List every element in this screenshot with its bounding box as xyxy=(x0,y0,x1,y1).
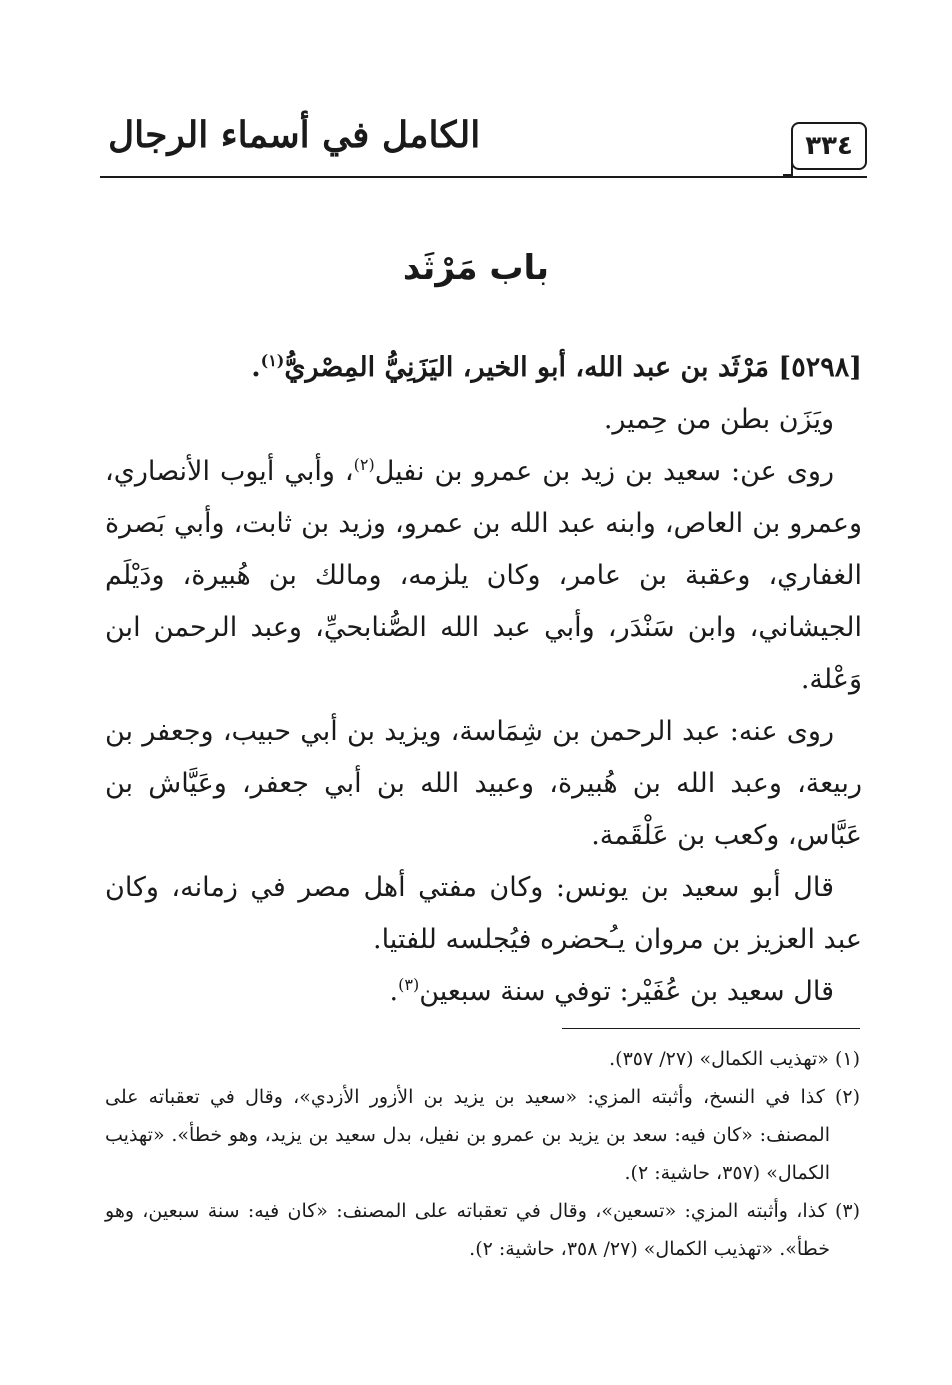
footnote-rule xyxy=(562,1028,860,1029)
narrated-from-start: روى عن: سعيد بن زيد بن عمرو بن نفيل xyxy=(374,456,834,487)
page-header xyxy=(100,100,867,180)
running-title: الكامل في أسماء الرجال xyxy=(108,114,481,156)
footnote-3: (٣) كذا، وأثبته المزي: «تسعين»، وقال في تعقباته على المصنف: «كان فيه: سنة سبعين، وهو خطأ». «تهذيب الكمال» (٢٧/ ٣٥٨، حاشية: ٢). xyxy=(105,1200,860,1260)
footnote-1: (١) «تهذيب الكمال» (٢٧/ ٣٥٧). xyxy=(609,1048,860,1070)
ibn-ufayr-text: قال سعيد بن عُفَيْر: توفي سنة سبعين xyxy=(419,976,834,1007)
page-number: ٣٣٤ xyxy=(791,122,867,170)
header-rule xyxy=(100,176,867,178)
chapter-title: باب مَرْثَد xyxy=(402,248,550,288)
paragraph-ibn-yunus: قال أبو سعيد بن يونس: وكان مفتي أهل مصر في زمانه، وكان عبد العزيز بن مروان يـُحضره فيُجلسه للفتيا. xyxy=(105,872,862,955)
footnote-ref-1: (١) xyxy=(260,351,285,370)
footnote-ref-3: (٣) xyxy=(398,975,420,994)
entry-heading: [٥٢٩٨] مَرْثَد بن عبد الله، أبو الخير، اليَزَنِيُّ المِصْريُّ$^{(١)}$. xyxy=(251,351,862,383)
paragraph-narrated-by: روى عنه: عبد الرحمن بن شِمَاسة، ويزيد بن أبي حبيب، وجعفر بن ربيعة، وعبد الله بن هُبيرة، وعبيد الله بن أبي جعفر، وعَيَّاش بن عَبَّاس، وكعب بن عَلْقَمة. xyxy=(105,716,862,851)
paragraph-ibn-ufayr: قال سعيد بن عُفَيْر: توفي سنة سبعين$^{(٣)}$. xyxy=(389,975,834,1007)
footnotes xyxy=(105,1040,860,1268)
footnote-2: (٢) كذا في النسخ، وأثبته المزي: «سعيد بن يزيد بن الأزور الأزدي»، وقال في تعقباته على المصنف: «كان فيه: سعد بن يزيد بن عمرو بن نفيل، بدل سعيد بن يزيد، وهو خطأ». «تهذيب الكمال» (٣٥٧، حاشية: ٢). xyxy=(105,1086,860,1184)
entry-heading-text: [٥٢٩٨] مَرْثَد بن عبد الله، أبو الخير، اليَزَنِيُّ المِصْريُّ xyxy=(284,352,862,383)
footnote-ref-2: (٢) xyxy=(353,455,375,474)
narrated-from-rest: ، وأبي أيوب الأنصاري، وعمرو بن العاص، وابنه عبد الله بن عمرو، وزيد بن ثابت، وأبي بَصرة الغفاري، وعقبة بن عامر، وكان يلزمه، ومالك بن هُبيرة، ودَيْلَم الجيشاني، وابن سَنْدَر، وأبي عبد الله الصُّنابحيِّ، وعبد الرحمن ابن وَعْلة. xyxy=(105,456,862,695)
paragraph-narrated-from xyxy=(105,446,862,706)
main-text xyxy=(105,342,862,1018)
paragraph-yazan: ويَزَن بطن من حِمير. xyxy=(603,404,834,435)
